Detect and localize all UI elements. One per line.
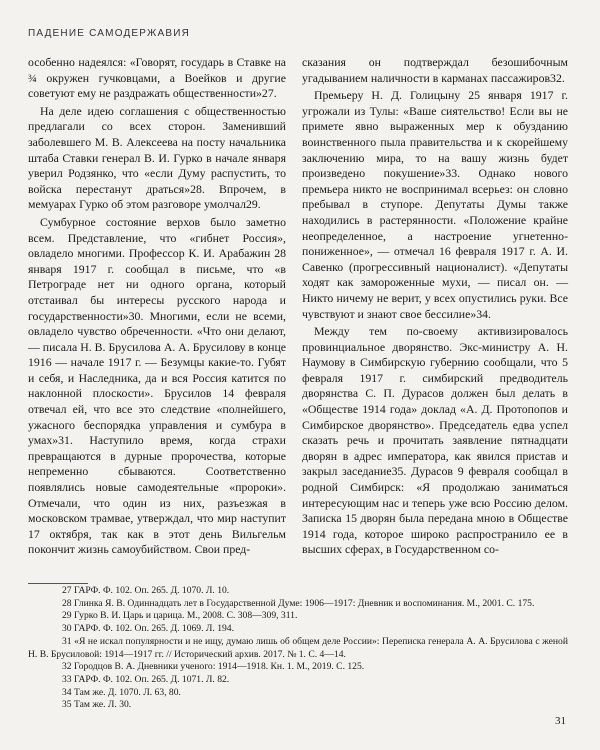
paragraph: Премьеру Н. Д. Голицыну 25 января 1917 г. угрожали из Тулы: «Ваше сиятельство! Если вы не примете явно выраженных мер к обузданию воинственного пыла правительства и к скорейшему заключению мира, то на вашу жизнь будет произведено покушение»33. Однако нового премьера никто не воспринимал всерьез: он словно пребывал в ступоре. Депутаты Думы также находились в растерянности. «Положение крайне неопределенное, а настроение угнетенно-пониженное», — отмечал 16 февраля 1917 г. А. И. Савенко (прогрессивный националист). «Депутаты ходят как замороженные мухи, — писал он. — Никто ничему не верит, у всех опустились руки. Все чувствуют и знают свое бессилие»34.: [302, 88, 568, 321]
right-column: [302, 55, 568, 558]
paragraph: особенно надеялся: «Говорят, государь в Ставке на ¾ окружен гучковцами, а Воейков и другие советуют ему не раздражать общественности»27.: [28, 55, 286, 101]
left-column: [28, 55, 286, 558]
footnote-35: 35 Там же. Л. 30.: [62, 699, 132, 711]
paragraph: сказания он подтверждал безошибочным угадыванием наличности в карманах пассажиров32.: [302, 55, 568, 85]
paragraph: Между тем по-своему активизировалось провинциальное дворянство. Экс-министру А. Н. Наумову в Симбирскую губернию сообщали, что 5 февраля 1917 г. симбирский предводитель дворянства С. П. Дурасов должен был делать в «Обществе 1914 года» доклад «А. Д. Протопопов и Симбирское дворянство». Председатель едва успел сказать речь и прочитать заявление пятнадцати дворян в адрес императора, как явился пристав и закрыл заседание35. Дурасов 9 февраля сообщал в родной Симбирск: «Я продолжаю заниматься интересующим нас и теперь уже всю Россию делом. Записка 15 дворян была передана мною в Обществе 1914 года, которое широко распространило ее в высших сферах, в Государственном со-: [302, 324, 568, 557]
footnotes: [28, 585, 568, 712]
footnote-30: 30 ГАРФ. Ф. 102. Оп. 265. Д. 1069. Л. 194.: [62, 623, 234, 635]
footnote-28: 28 Глинка Я. В. Одиннадцать лет в Государственной Думе: 1906—1917: Дневник и воспоминания. М., 2001. С. 175.: [62, 597, 535, 609]
footnote-34: 34 Там же. Д. 1070. Л. 63, 80.: [62, 686, 181, 698]
footnote-33: 33 ГАРФ. Ф. 102. Оп. 265. Д. 1071. Л. 82.: [62, 673, 230, 685]
paragraph: Сумбурное состояние верхов было заметно всем. Представление, что «гибнет Россия», овладело многими. Профессор К. И. Арабажин 28 января 1917 г. сообщал в письме, что «в Петрограде нет ни одного органа, который отстаивал бы интересы русского народа и государственности»30. Многими, если не всеми, овладело чувство обреченности. «Что они делают, — писала Н. В. Брусилова А. А. Брусилову в конце 1916 — начале 1917 г. — Безумцы какие-то. Губят и себя, и Наследника, да и вся Россия катится по наклонной плоскости». Брусилов 14 февраля отвечал ей, что все это следствие «полнейшего, ужасного беспорядка управления и сумбура в умах»31. Наступило время, когда страхи превращаются в дурные пророчества, которые непременно сбываются. Соответственно появлялись новые самодеятельные «пророки». Отмечали, что один из них, разъезжая в московском трамвае, утверждал, что мир наступит 17 октября, так как в этот день Вильгельм покончит жизнь самоубийством. Свои пред-: [28, 214, 286, 557]
paragraph: На деле идею соглашения с общественностью предлагали со всех сторон. Заменивший заболевшего М. В. Алексеева на посту начальника штаба Ставки генерал В. И. Гурко в начале января уверил Родзянко, что «если Думу распустить, то войска перестанут драться»28. Впрочем, в мемуарах Гурко об этом разговоре умолчал29.: [28, 103, 286, 212]
page-number: 31: [555, 715, 566, 727]
running-header: ПАДЕНИЕ САМОДЕРЖАВИЯ: [28, 28, 191, 39]
footnote-31: 31 «Я не искал популярности и не ищу, думаю лишь об общем деле России»: Переписка генерала А. А. Брусилова с женой Н. В. Брусиловой: 1914—1917 гг. // Исторический архив. 2017. № 1. С. 4—14.: [28, 635, 568, 660]
footnote-27: 27 ГАРФ. Ф. 102. Оп. 265. Д. 1070. Л. 10.: [62, 585, 230, 596]
footnote-29: 29 Гурко В. И. Царь и царица. М., 2008. С. 308—309, 311.: [62, 610, 298, 622]
footnote-divider: [28, 583, 88, 584]
footnote-32: 32 Городцов В. А. Дневники ученого: 1914—1918. Кн. 1. М., 2019. С. 125.: [62, 661, 365, 673]
